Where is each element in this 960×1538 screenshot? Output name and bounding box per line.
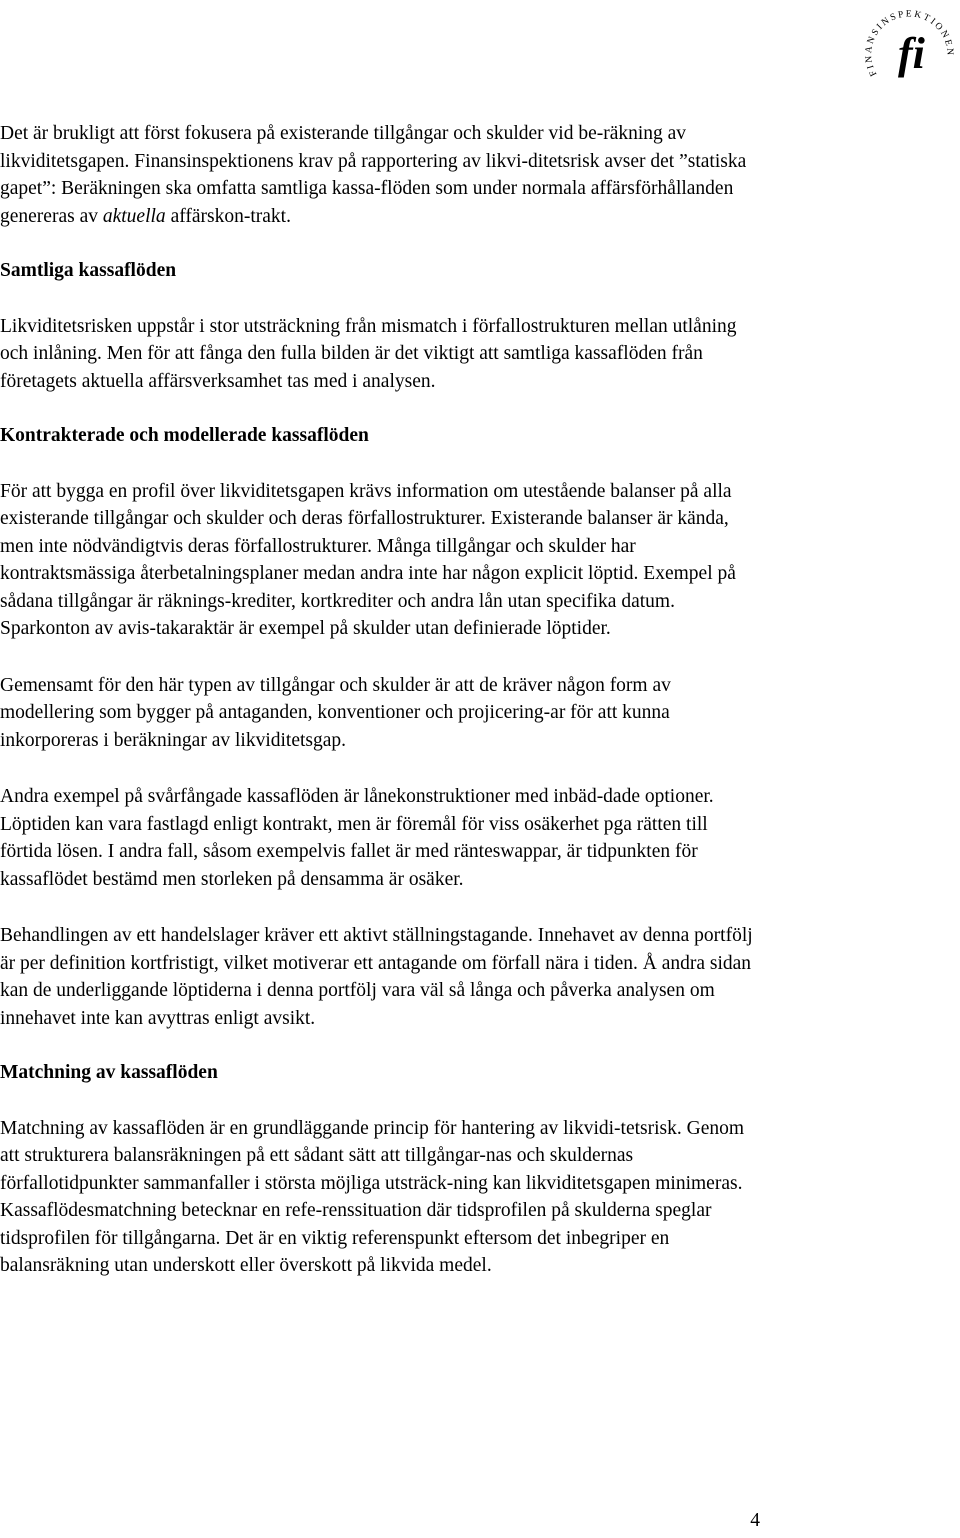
logo-arc-text: FINANSINSPEKTIONEN — [864, 9, 955, 78]
section1-paragraph: Likviditetsrisken uppstår i stor utsträckning från mismatch i förfallostrukturen mellan utlåning och inlåning. Men för att fånga den fulla bilden är det viktigt att samtliga kassaflöden från företagets aktuella affärsverksamhet tas med i analysen. — [0, 315, 737, 392]
logo-mark — [864, 2, 956, 88]
section2-paragraph-1: För att bygga en profil över likviditetsgapen krävs information om utestående balanser på alla existerande tillgångar och skulder och deras förfallostrukturer. Existerande balanser är kända, men inte nödvändigtvis deras förfallostrukturer. Många tillgångar och skulder har kontraktsmässiga återbetalningsplaner medan andra inte har någon explicit löptid. Exempel på sådana tillgångar är räknings-krediter, kortkrediter och andra lån utan specifika datum. Sparkonton av avis-takaraktär är exempel på skulder utan definierade löptider. — [0, 480, 736, 639]
document-body — [0, 120, 760, 1280]
logo-fi-text: fi — [898, 29, 925, 78]
finansinspektionen-logo — [864, 2, 956, 88]
section2-paragraph-4: Behandlingen av ett handelslager kräver ett aktivt ställningstagande. Innehavet av denna portfölj är per definition kortfristigt, vilket motiverar ett antagande om förfall nära i tiden. Å andra sidan kan de underliggande löptiderna i denna portfölj vara väl så långa och påverka analysen om innehavet inte kan avyttras enligt avsikt. — [0, 925, 753, 1029]
intro-paragraph — [0, 120, 760, 230]
section2-paragraph-3: Andra exempel på svårfångade kassaflöden är lånekonstruktioner med inbäd-dade optioner. Löptiden kan vara fastlagd enligt kontrakt, men är föremål för viss osäkerhet pga rätten till förtida lösen. I andra fall, såsom exempelvis fallet är med ränteswappar, är tidpunkten för kassaflödet bestämd men storleken på densamma är osäker. — [0, 786, 714, 890]
page-number: 4 — [750, 1510, 760, 1531]
intro-text-before: Det är brukligt att först fokusera på existerande tillgångar och skulder vid be-räkning av likviditetsgapen. Finansinspektionens krav på rapportering av likvi-ditetsrisk avser det ”statiska gapet”: Beräkningen ska omfatta samtliga kassa-flöden som under normala affärsförhållanden genereras av — [0, 123, 747, 227]
intro-text-after: affärskon-trakt. — [165, 205, 291, 227]
section-heading-kontrakterade: Kontrakterade och modellerade kassaflöden — [0, 425, 369, 446]
section-heading-matchning: Matchning av kassaflöden — [0, 1062, 218, 1083]
intro-emphasis: aktuella — [102, 205, 166, 227]
section3-paragraph: Matchning av kassaflöden är en grundläggande princip för hantering av likvidi-tetsrisk. Genom att strukturera balansräkningen på ett sådant sätt att tillgångar-nas och skuldernas förfallotidpunkter sammanfaller i största möjliga utsträck-ning kan likviditetsgapen minimeras. Kassaflödesmatchning betecknar en refe-renssituation där tidsprofilen på skulderna speglar tidsprofilen för tillgångarna. Det är en viktig referenspunkt eftersom det inbegriper en balansräkning utan underskott eller överskott på likvida medel. — [0, 1117, 745, 1276]
section-heading-samtliga: Samtliga kassaflöden — [0, 260, 177, 281]
section2-paragraph-2: Gemensamt för den här typen av tillgångar och skulder är att de kräver någon form av modellering som bygger på antaganden, konventioner och projicering-ar för att kunna inkorporeras i beräkningar av likviditetsgap. — [0, 674, 671, 751]
